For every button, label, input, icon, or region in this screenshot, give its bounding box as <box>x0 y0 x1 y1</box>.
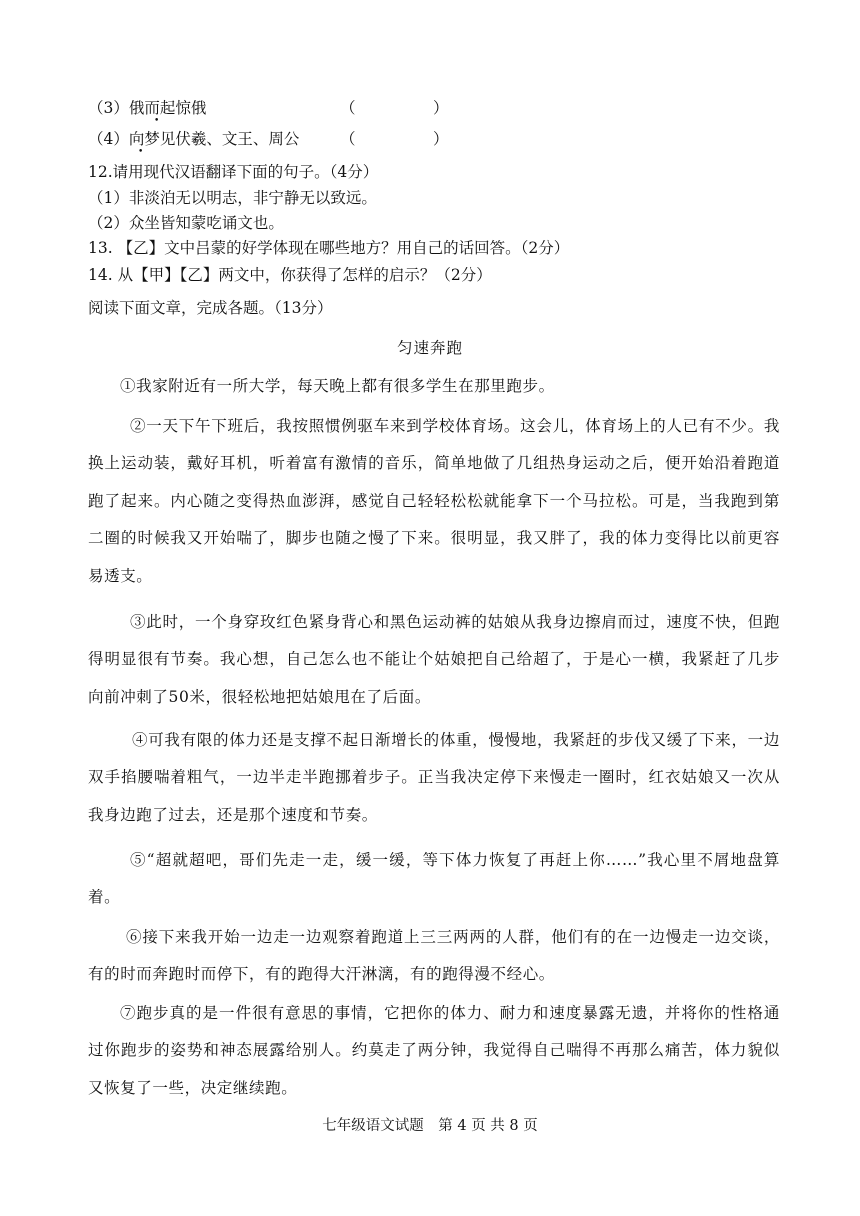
page-footer: 七年级语文试题 第 4 页 共 8 页 <box>322 1118 538 1134</box>
article-paragraph-5: ⑤“超就超吧，哥们先走一走，缓一缓，等下体力恢复了再赶上你……”我心里不屑地盘算着。 <box>88 851 780 907</box>
answer-paren-11-3: （ ） <box>340 99 449 117</box>
question-12-1: （1）非淡泊无以明志，非宁静无以致远。 <box>88 189 377 207</box>
question-14: 14. 从【甲】【乙】两文中，你获得了怎样的启示？（2分） <box>88 266 492 284</box>
emphasis-dot: • <box>154 116 160 126</box>
reading-instructions: 阅读下面文章，完成各题。（13分） <box>88 299 333 317</box>
article-paragraph-1: ①我家附近有一所大学，每天晚上都有很多学生在那里跑步。 <box>120 377 555 395</box>
question-11-3: （3）俄而起惊俄 <box>88 99 207 117</box>
emphasis-dot: • <box>138 147 144 157</box>
question-13: 13. 【乙】文中吕蒙的好学体现在哪些地方？用自己的话回答。（2分） <box>88 239 570 257</box>
article-paragraph-6: ⑥接下来我开始一边走一边观察着跑道上三三两两的人群，他们有的在一边慢走一边交谈，有的时而奔跑时而停下，有的跑得大汗淋漓，有的跑得漫不经心。 <box>88 928 780 984</box>
article-paragraph-3: ③此时，一个身穿玫红色紧身背心和黑色运动裤的姑娘从我身边擦肩而过，速度不快，但跑得明显很有节奏。我心想，自己怎么也不能让个姑娘把自己给超了，于是心一横，我紧赶了几步向前冲刺了50米，很轻松地把姑娘甩在了后面。 <box>88 613 780 706</box>
answer-paren-11-4: （ ） <box>340 130 449 148</box>
article-title: 匀速奔跑 <box>396 339 463 357</box>
question-12: 12.请用现代汉语翻译下面的句子。（4分） <box>88 163 379 181</box>
question-12-2: （2）众坐皆知蒙吃诵文也。 <box>88 214 284 232</box>
question-11-4: （4）向梦见伏羲、文王、周公 <box>88 130 300 148</box>
article-paragraph-4: ④可我有限的体力还是支撑不起日渐增长的体重，慢慢地，我紧赶的步伐又缓了下来，一边双手掐腰喘着粗气，一边半走半跑挪着步子。正当我决定停下来慢走一圈时，红衣姑娘又一次从我身边跑了过去，还是那个速度和节奏。 <box>88 731 780 824</box>
article-paragraph-7: ⑦跑步真的是一件很有意思的事情，它把你的体力、耐力和速度暴露无遗，并将你的性格通过你跑步的姿势和神态展露给别人。约莫走了两分钟，我觉得自己喘得不再那么痛苦，体力貌似又恢复了一些，决定继续跑。 <box>88 1004 780 1097</box>
article-paragraph-2: ②一天下午下班后，我按照惯例驱车来到学校体育场。这会儿，体育场上的人已有不少。我换上运动装，戴好耳机，听着富有激情的音乐，简单地做了几组热身运动之后，便开始沿着跑道跑了起来。内心随之变得热血澎湃，感觉自己轻轻松松就能拿下一个马拉松。可是，当我跑到第二圈的时候我又开始喘了，脚步也随之慢了下来。很明显，我又胖了，我的体力变得比以前更容易透支。 <box>88 417 780 585</box>
